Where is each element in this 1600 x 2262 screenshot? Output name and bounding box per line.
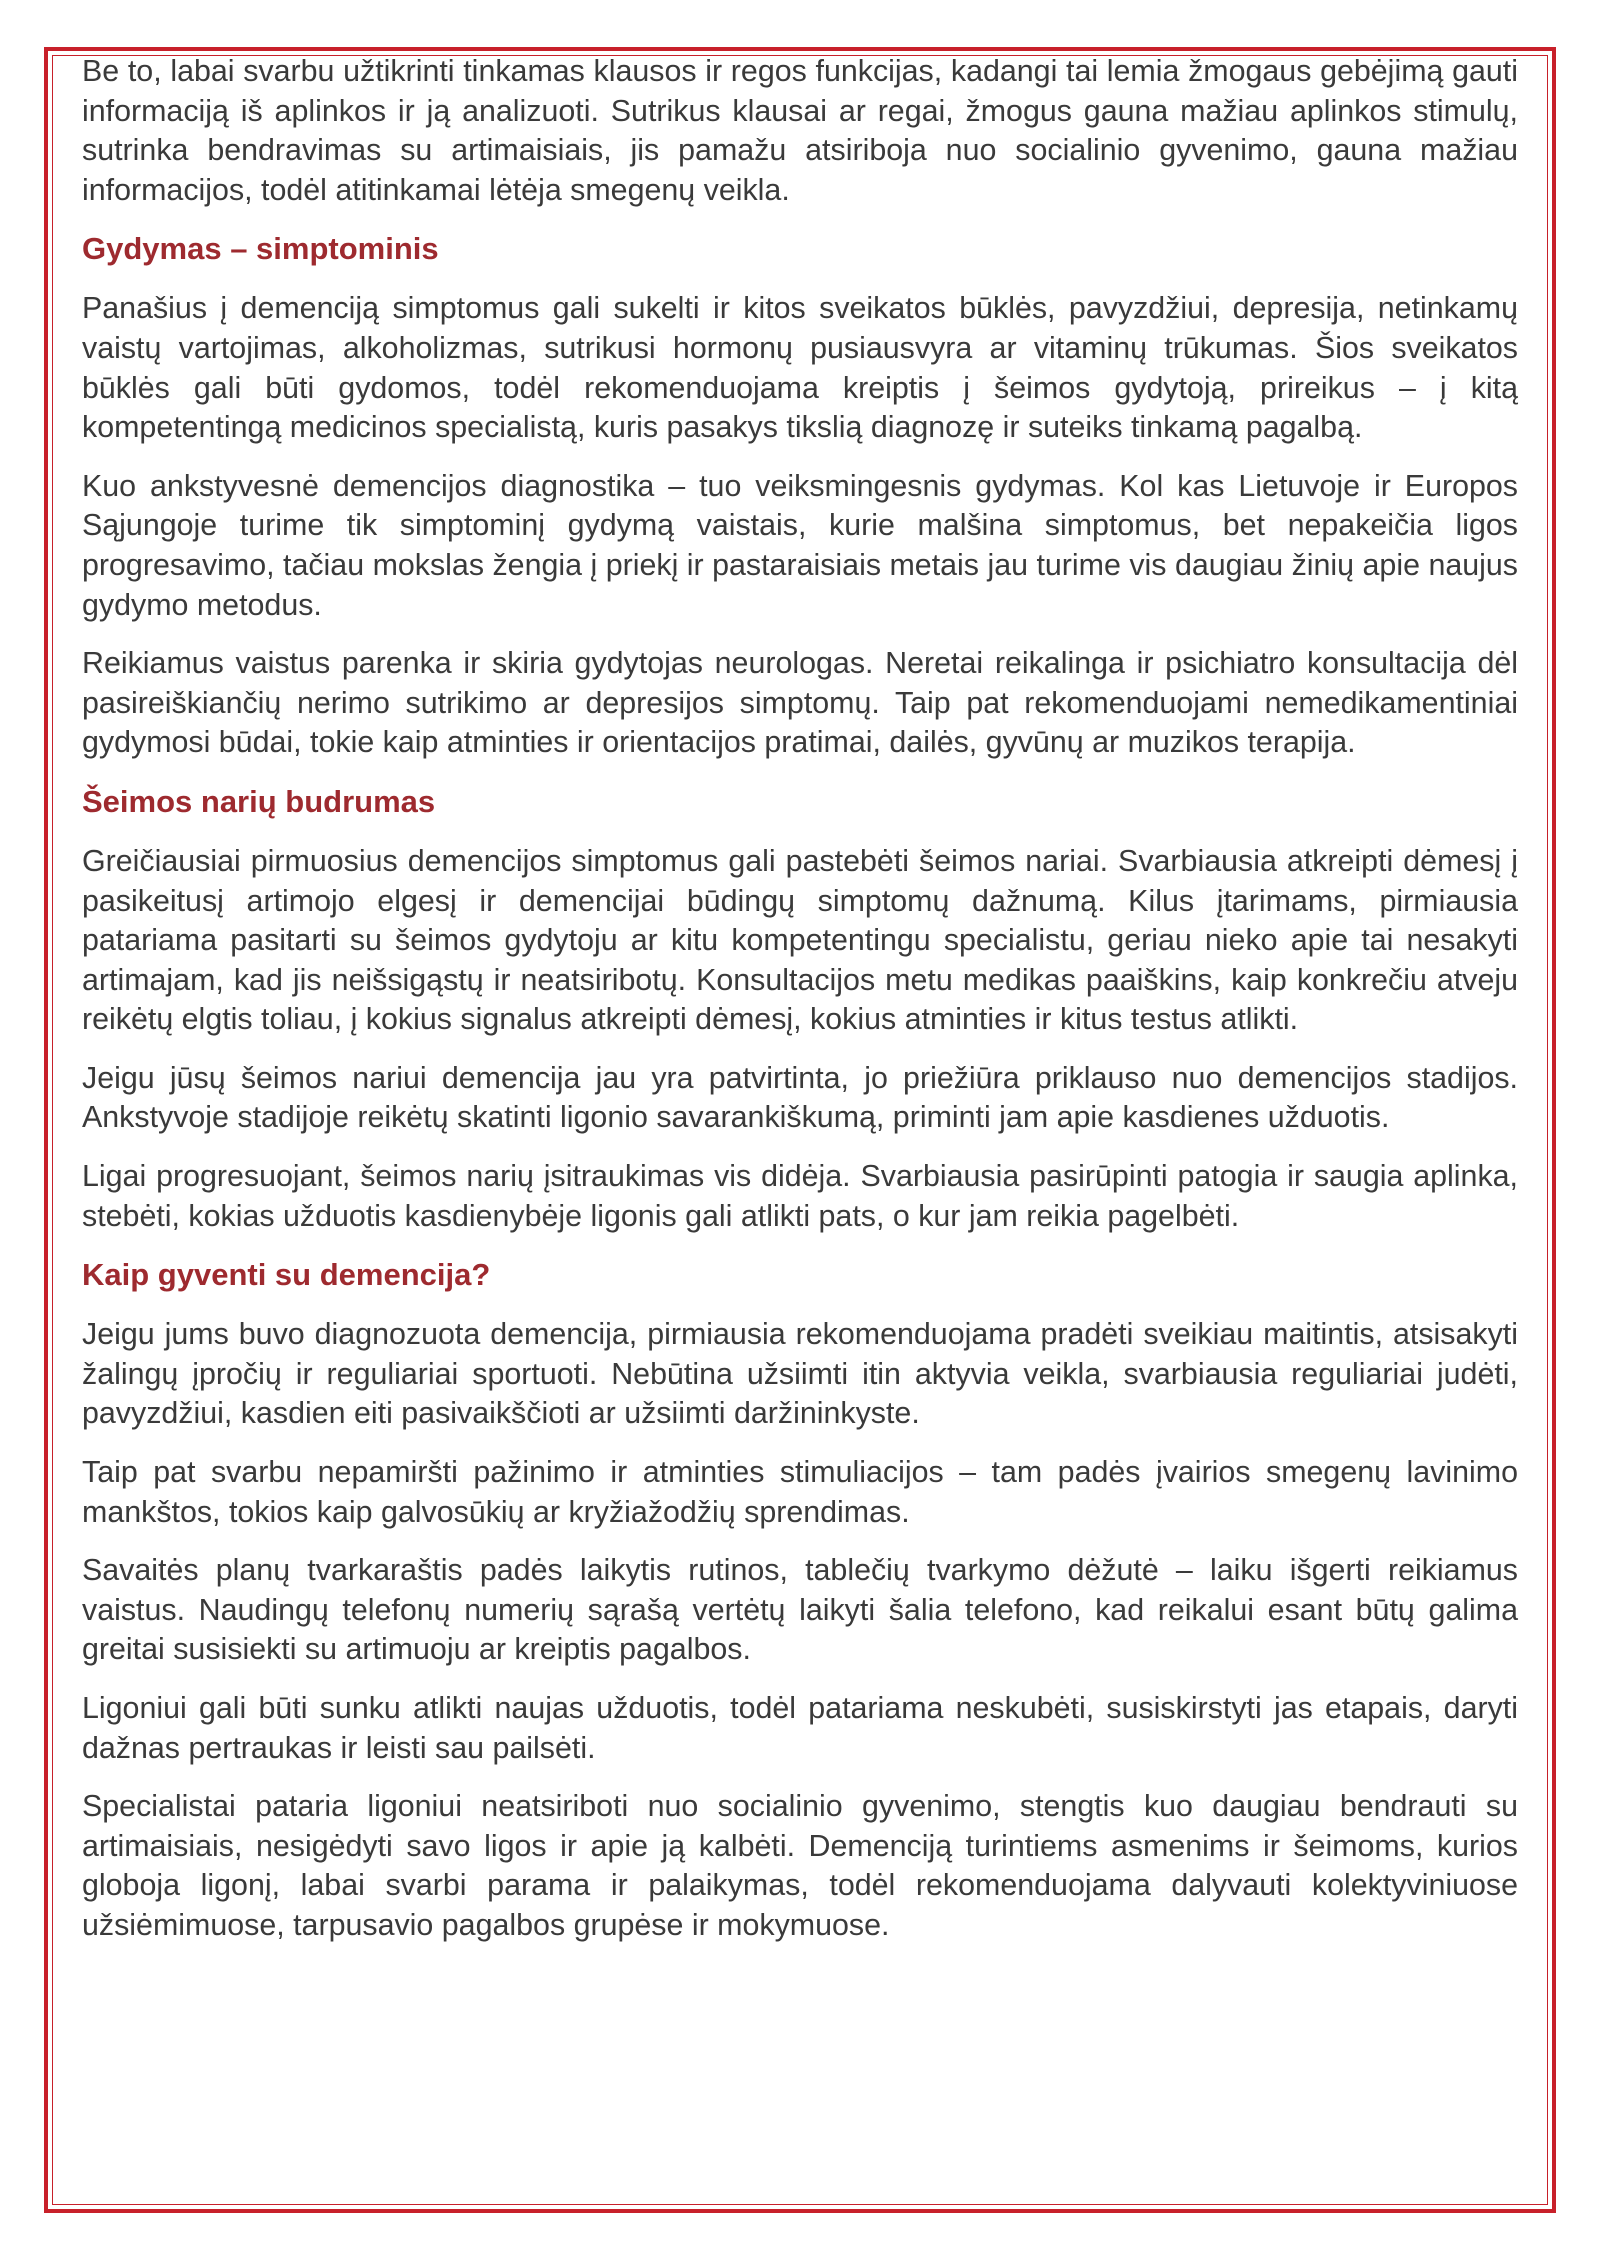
paragraph-weekly-schedule: Savaitės planų tvarkaraštis padės laikytis rutinos, tablečių tvarkymo dėžutė – laiku išgerti reikiamus vaistus. Naudingų telefonų numerių sąrašą vertėtų laikyti šalia telefono, kad reikalui esant būtų galima greitai susisiekti su artimuoju ar kreiptis pagalbos.: [82, 1553, 1518, 1667]
paragraph-medication: Reikiamus vaistus parenka ir skiria gydytojas neurologas. Neretai reikalinga ir psichiatro konsultacija dėl pasireiškiančių nerimo sutrikimo ar depresijos simptomų. Taip pat rekomenduojami nemedikamentiniai gydymosi būdai, tokie kaip atminties ir orientacijos pratimai, dailės, gyvūnų ar muzikos terapija.: [82, 646, 1518, 760]
paragraph-social-life: Specialistai pataria ligoniui neatsiriboti nuo socialinio gyvenimo, stengtis kuo daugiau bendrauti su artimaisiais, nesigėdyti savo ligos ir apie ją kalbėti. Demenciją turintiems asmenims ir šeimoms, kurios globoja ligonį, labai svarbi parama ir palaikymas, todėl rekomenduojama dalyvauti kolektyviniuose užsiėmimuose, tarpusavio pagalbos grupėse ir mokymuose.: [82, 1789, 1518, 1942]
paragraph-first-symptoms: Greičiausiai pirmuosius demencijos simptomus gali pastebėti šeimos nariai. Svarbiausia atkreipti dėmesį į pasikeitusį artimojo elgesį ir demencijai būdingų simptomų dažnumą. Kilus įtarimams, pirmiausia patariama pasitarti su šeimos gydytoju ar kitu kompetentingu specialistu, geriau nieko apie tai nesakyti artimajam, kad jis neišsigąstų ir neatsiribotų. Konsultacijos metu medikas paaiškins, kaip konkrečiu atveju reikėtų elgtis toliau, į kokius signalus atkreipti dėmesį, kokius atminties ir kitus testus atlikti.: [82, 843, 1518, 1037]
paragraph-hearing-vision: Be to, labai svarbu užtikrinti tinkamas klausos ir regos funkcijas, kadangi tai lemia žmogaus gebėjimą gauti informaciją iš aplinkos ir ją analizuoti. Sutrikus klausai ar regai, žmogus gauna mažiau aplinkos stimulų, sutrinka bendravimas su artimaisiais, jis pamažu atsiriboja nuo socialinio gyvenimo, gauna mažiau informacijos, todėl atitinkamai lėtėja smegenų veikla.: [82, 54, 1518, 207]
heading-treatment: Gydymas – simptominis: [82, 231, 439, 267]
paragraph-healthy-lifestyle: Jeigu jums buvo diagnozuota demencija, pirmiausia rekomenduojama pradėti sveikiau maitintis, atsisakyti žalingų įpročių ir reguliariai sportuoti. Nebūtina užsiimti itin aktyvia veikla, svarbiausia reguliariai judėti, pavyzdžiui, kasdien eiti pasivaikščioti ar užsiimti daržininkyste.: [82, 1317, 1518, 1431]
heading-family-vigilance: Šeimos narių budrumas: [82, 783, 436, 819]
paragraph-new-tasks: Ligoniui gali būti sunku atlikti naujas užduotis, todėl patariama neskubėti, susiskirstyti jas etapais, daryti dažnas pertraukas ir leisti sau pailsėti.: [82, 1691, 1518, 1765]
paragraph-early-diagnosis: Kuo ankstyvesnė demencijos diagnostika – tuo veiksmingesnis gydymas. Kol kas Lietuvoje ir Europos Sąjungoje turime tik simptominį gydymą vaistais, kurie malšina simptomus, bet nepakeičia ligos progresavimo, tačiau mokslas žengia į priekį ir pastaraisiais metais jau turime vis daugiau žinių apie naujus gydymo metodus.: [82, 468, 1518, 622]
heading-living-with-dementia: Kaip gyventi su demencija?: [82, 1257, 491, 1293]
paragraph-confirmed-dementia: Jeigu jūsų šeimos nariui demencija jau yra patvirtinta, jo priežiūra priklauso nuo demencijos stadijos. Ankstyvoje stadijoje reikėtų skatinti ligonio savarankiškumą, priminti jam apie kasdienes užduotis.: [82, 1060, 1518, 1135]
article-body: [82, 52, 1518, 1965]
paragraph-progression: Ligai progresuojant, šeimos narių įsitraukimas vis didėja. Svarbiausia pasirūpinti patogia ir saugia aplinka, stebėti, kokias užduotis kasdienybėje ligonis gali atlikti pats, o kur jam reikia pagelbėti.: [82, 1159, 1518, 1233]
paragraph-similar-conditions: Panašius į demenciją simptomus gali sukelti ir kitos sveikatos būklės, pavyzdžiui, depresija, netinkamų vaistų vartojimas, alkoholizmas, sutrikusi hormonų pusiausvyra ar vitaminų trūkumas. Šios sveikatos būklės gali būti gydomos, todėl rekomenduojama kreiptis į šeimos gydytoją, prireikus – į kitą kompetentingą medicinos specialistą, kuris pasakys tikslią diagnozę ir suteiks tinkamą pagalbą.: [82, 291, 1518, 445]
paragraph-cognitive-stimulation: Taip pat svarbu nepamiršti pažinimo ir atminties stimuliacijos – tam padės įvairios smegenų lavinimo mankštos, tokios kaip galvosūkių ar kryžiažodžių sprendimas.: [82, 1455, 1518, 1529]
